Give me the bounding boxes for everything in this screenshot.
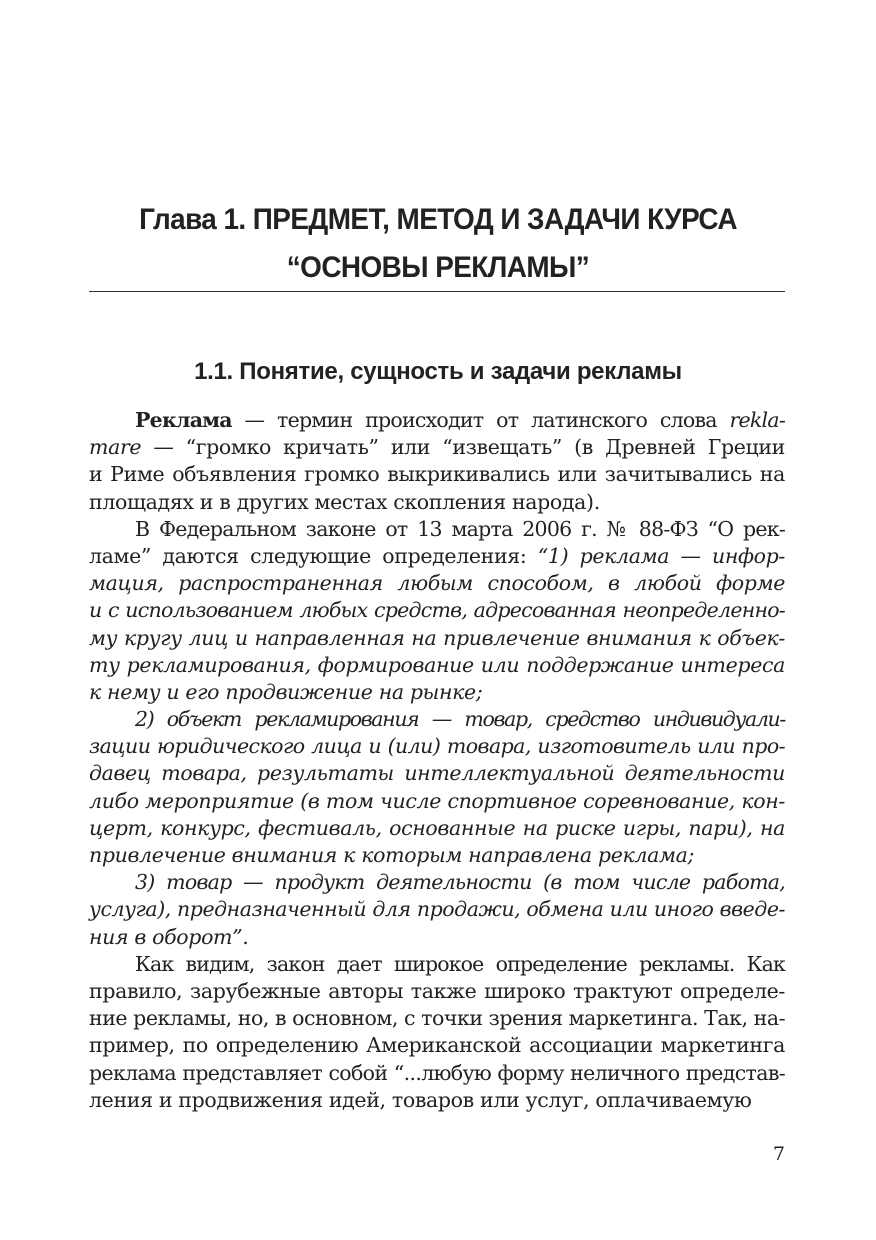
text-segment: реклама представляет собой “...любую форму неличного представ- [89, 1060, 785, 1085]
italic-text: и с использованием любых средств, адресованная неопределенно- [89, 598, 785, 623]
text-line [89, 978, 785, 1005]
paragraph [89, 516, 785, 706]
text-line [89, 652, 785, 679]
text-line [89, 869, 785, 896]
text-line [89, 1005, 785, 1032]
italic-text: ния в оборот” [89, 924, 243, 949]
text-line [89, 896, 785, 923]
italic-text: 2) объект рекламирования — товар, средство индивидуали- [135, 707, 785, 732]
text-line [89, 489, 785, 516]
text-segment: Как видим, закон дает широкое определение рекламы. Как [135, 951, 785, 976]
text-line [89, 679, 785, 706]
chapter-title-line-2: “ОСНОВЫ РЕКЛАМЫ” [286, 251, 590, 284]
text-line [89, 625, 785, 652]
text-line [89, 951, 785, 978]
text-line [89, 516, 785, 543]
text-line [89, 1060, 785, 1087]
chapter-title-line-1: Глава 1. ПРЕДМЕТ, МЕТОД И ЗАДАЧИ КУРСА [139, 203, 737, 236]
text-line [89, 597, 785, 624]
text-line [89, 788, 785, 815]
chapter-title [86, 196, 789, 292]
text-line [89, 407, 785, 434]
paragraph [89, 869, 785, 951]
italic-text: зации юридического лица и (или) товара, изготовитель или про- [89, 734, 785, 759]
text-segment: — термин происходит от латинского слова [231, 408, 730, 432]
italic-text: mare [89, 435, 142, 460]
text-line [89, 706, 785, 733]
paragraph [89, 951, 785, 1114]
italic-text: к нему и его продвижение на рынке; [89, 679, 483, 704]
text-segment: ления и продвижения идей, товаров или услуг, оплачиваемую [89, 1087, 752, 1112]
italic-text: “1) реклама — инфор- [537, 543, 786, 568]
text-line [89, 434, 785, 461]
text-segment: правило, зарубежные авторы также широко трактуют определе- [89, 978, 785, 1003]
italic-text: церт, конкурс, фестиваль, основанные на риске игры, пари), на [89, 815, 785, 840]
text-segment: площадях и в других местах скопления народа). [89, 489, 600, 514]
text-line [89, 461, 785, 488]
text-segment: ламе” даются следующие определения: [89, 543, 538, 568]
text-line [89, 924, 785, 951]
text-line [89, 733, 785, 760]
text-segment: . [242, 924, 249, 949]
text-line [89, 1087, 785, 1114]
italic-text: му кругу лиц и направленная на привлечение внимания к объек- [89, 625, 785, 650]
text-line [89, 570, 785, 597]
text-segment: пример, по определению Американской ассоциации маркетинга [89, 1033, 785, 1058]
italic-text: давец товара, результаты интеллектуальной деятельности [89, 761, 785, 786]
section-title: 1.1. Понятие, сущность и задачи рекламы [194, 358, 682, 385]
italic-text: rekla- [729, 408, 785, 432]
text-line [89, 842, 785, 869]
text-line [89, 1032, 785, 1059]
italic-text: ту рекламирования, формирование или поддержание интереса [89, 652, 785, 677]
body-text [89, 407, 785, 1114]
italic-text: привлечение внимания к которым направлена реклама; [89, 843, 695, 867]
italic-text: 3) товар — продукт деятельности (в том числе работа, [135, 870, 785, 895]
paragraph [89, 407, 785, 516]
paragraph [89, 706, 785, 869]
text-segment: ние рекламы, но, в основном, с точки зрения маркетинга. Так, на- [89, 1006, 786, 1031]
italic-text: услуга), предназначенный для продажи, обмена или иного введе- [89, 897, 785, 922]
text-line [89, 760, 785, 787]
text-segment: — “громко кричать” или “извещать” (в Древней Греции [141, 435, 785, 460]
italic-text: мация, распространенная любым способом, в любой форме [89, 571, 785, 596]
italic-text: либо мероприятие (в том числе спортивное соревнование, кон- [89, 788, 785, 813]
text-segment: и Риме объявления громко выкрикивались или зачитывались на [89, 462, 785, 487]
text-line [89, 543, 785, 570]
text-segment: В Федеральном законе от 13 марта 2006 г. № 88-ФЗ “О рек- [135, 516, 785, 541]
page-number: 7 [772, 1143, 785, 1165]
chapter-divider [89, 291, 785, 292]
bold-term: Реклама [135, 408, 232, 432]
text-line [89, 815, 785, 842]
